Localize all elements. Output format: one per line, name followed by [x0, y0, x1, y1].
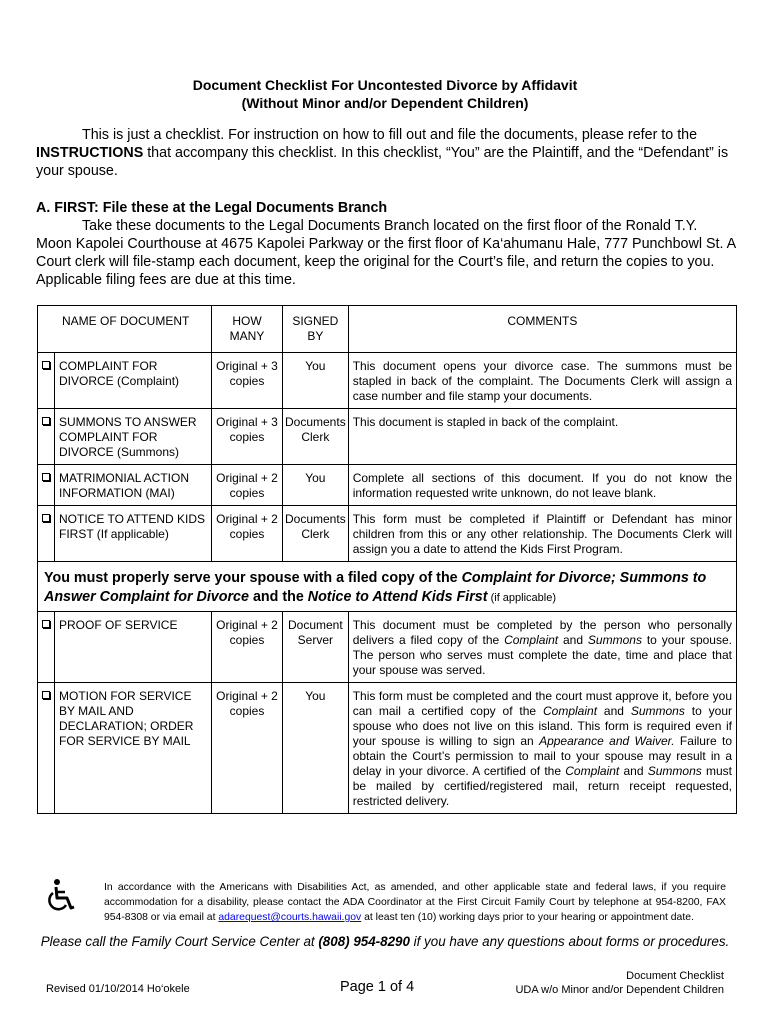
ada-email-link[interactable]: adarequest@courts.hawaii.gov [218, 912, 362, 923]
checkbox-icon [42, 620, 50, 628]
row-checkbox[interactable] [38, 409, 55, 465]
revised-date: Revised 01/10/2014 Ho‘okele [46, 983, 190, 995]
row-checkbox[interactable] [38, 353, 55, 409]
row-checkbox[interactable] [38, 683, 55, 814]
header-name: NAME OF DOCUMENT [38, 306, 212, 353]
checkbox-icon [42, 361, 50, 369]
table-row: SUMMONS TO ANSWER COMPLAINT FOR DIVORCE (Summons) Original + 3 copies Documents Clerk This document is stapled in back of the complaint. [38, 409, 737, 465]
header-how-many: HOW MANY [212, 306, 283, 353]
checkbox-icon [42, 473, 50, 481]
checkbox-icon [42, 691, 50, 699]
checklist-table [37, 305, 737, 814]
table-row: PROOF OF SERVICE Original + 2 copies Document Server This document must be completed by the person who personally delivers a filed copy of the Complaint and Summons to your spouse. The person who serves must complete the date, time and place that your spouse was served. [38, 612, 737, 683]
service-instruction: You must properly serve your spouse with a filed copy of the Complaint for Divorce; Summons to Answer Complaint for Divorce and the Notice to Attend Kids First (if applicable) [38, 562, 737, 612]
wheelchair-icon [46, 878, 78, 914]
row-checkbox[interactable] [38, 506, 55, 562]
header-comments: COMMENTS [348, 306, 736, 353]
checkbox-icon [42, 514, 50, 522]
row-checkbox[interactable] [38, 465, 55, 506]
section-a [36, 199, 736, 289]
table-row: MOTION FOR SERVICE BY MAIL AND DECLARATION; ORDER FOR SERVICE BY MAIL Original + 2 copies You This form must be completed and the court must approve it, before you can mail a certified copy of the Complaint and Summons to your spouse who does not live on this island. This form is required even if your spouse is willing to sign an Appearance and Waiver. Failure to obtain the Court’s permission to mail to your spouse may result in a delay in your divorce. A certified of the Complaint and Summons must be mailed by certified/registered mail, return receipt requested, restricted delivery. [38, 683, 737, 814]
section-a-heading: A. FIRST: File these at the Legal Documents Branch [36, 200, 388, 216]
intro-paragraph: This is just a checklist. For instruction on how to fill out and file the documents, please refer to the INSTRUCTIONS that accompany this checklist. In this checklist, “You” are the Plaintiff, and the “Defendant” is your spouse. [36, 127, 729, 179]
row-checkbox[interactable] [38, 612, 55, 683]
section-a-body: Take these documents to the Legal Documents Branch located on the first floor of the Ronald T.Y. Moon Kapolei Courthouse at 4675 Kapolei Parkway or the first floor of Ka‘ahumanu Hale, 777 Punchbowl St. A Court clerk will file-stamp each document, keep the original for the Court’s file, and return the copies to you. Applicable filing fees are due at this time. [36, 218, 736, 288]
footer-doc-name: Document Checklist UDA w/o Minor and/or Dependent Children [515, 970, 724, 996]
table-row: COMPLAINT FOR DIVORCE (Complaint) Original + 3 copies You This document opens your divorce case. The summons must be stapled in back of the complaint. The Documents Clerk will assign a case number and file stamp your documents. [38, 353, 737, 409]
service-instruction-row [38, 562, 737, 612]
header-signed-by: SIGNED BY [283, 306, 349, 353]
table-row: MATRIMONIAL ACTION INFORMATION (MAI) Original + 2 copies You Complete all sections of this document. If you do not know the information requested write unknown, do not leave blank. [38, 465, 737, 506]
table-header-row [38, 306, 737, 353]
service-center-notice: Please call the Family Court Service Center at (808) 954-8290 if you have any questions about forms or procedures. [40, 934, 730, 949]
table-row: NOTICE TO ATTEND KIDS FIRST (If applicable) Original + 2 copies Documents Clerk This form must be completed if Plaintiff or Defendant has minor children from this or any other relationship. The Documents Clerk will assign you a date to attend the Kids First Program. [38, 506, 737, 562]
page-number: Page 1 of 4 [340, 979, 415, 995]
title-line-2: (Without Minor and/or Dependent Children) [241, 95, 529, 111]
document-title [0, 76, 770, 112]
title-line-1: Document Checklist For Uncontested Divorce by Affidavit [192, 77, 578, 93]
checkbox-icon [42, 417, 50, 425]
ada-notice: In accordance with the Americans with Disabilities Act, as amended, and other applicable state and federal laws, if you require accommodation for a disability, please contact the ADA Coordinator at the First Circuit Family Court by telephone at 954-8200, FAX 954-8308 or via email at adarequest@courts.hawaii.gov at least ten (10) working days prior to your hearing or appointment date. [104, 882, 726, 923]
